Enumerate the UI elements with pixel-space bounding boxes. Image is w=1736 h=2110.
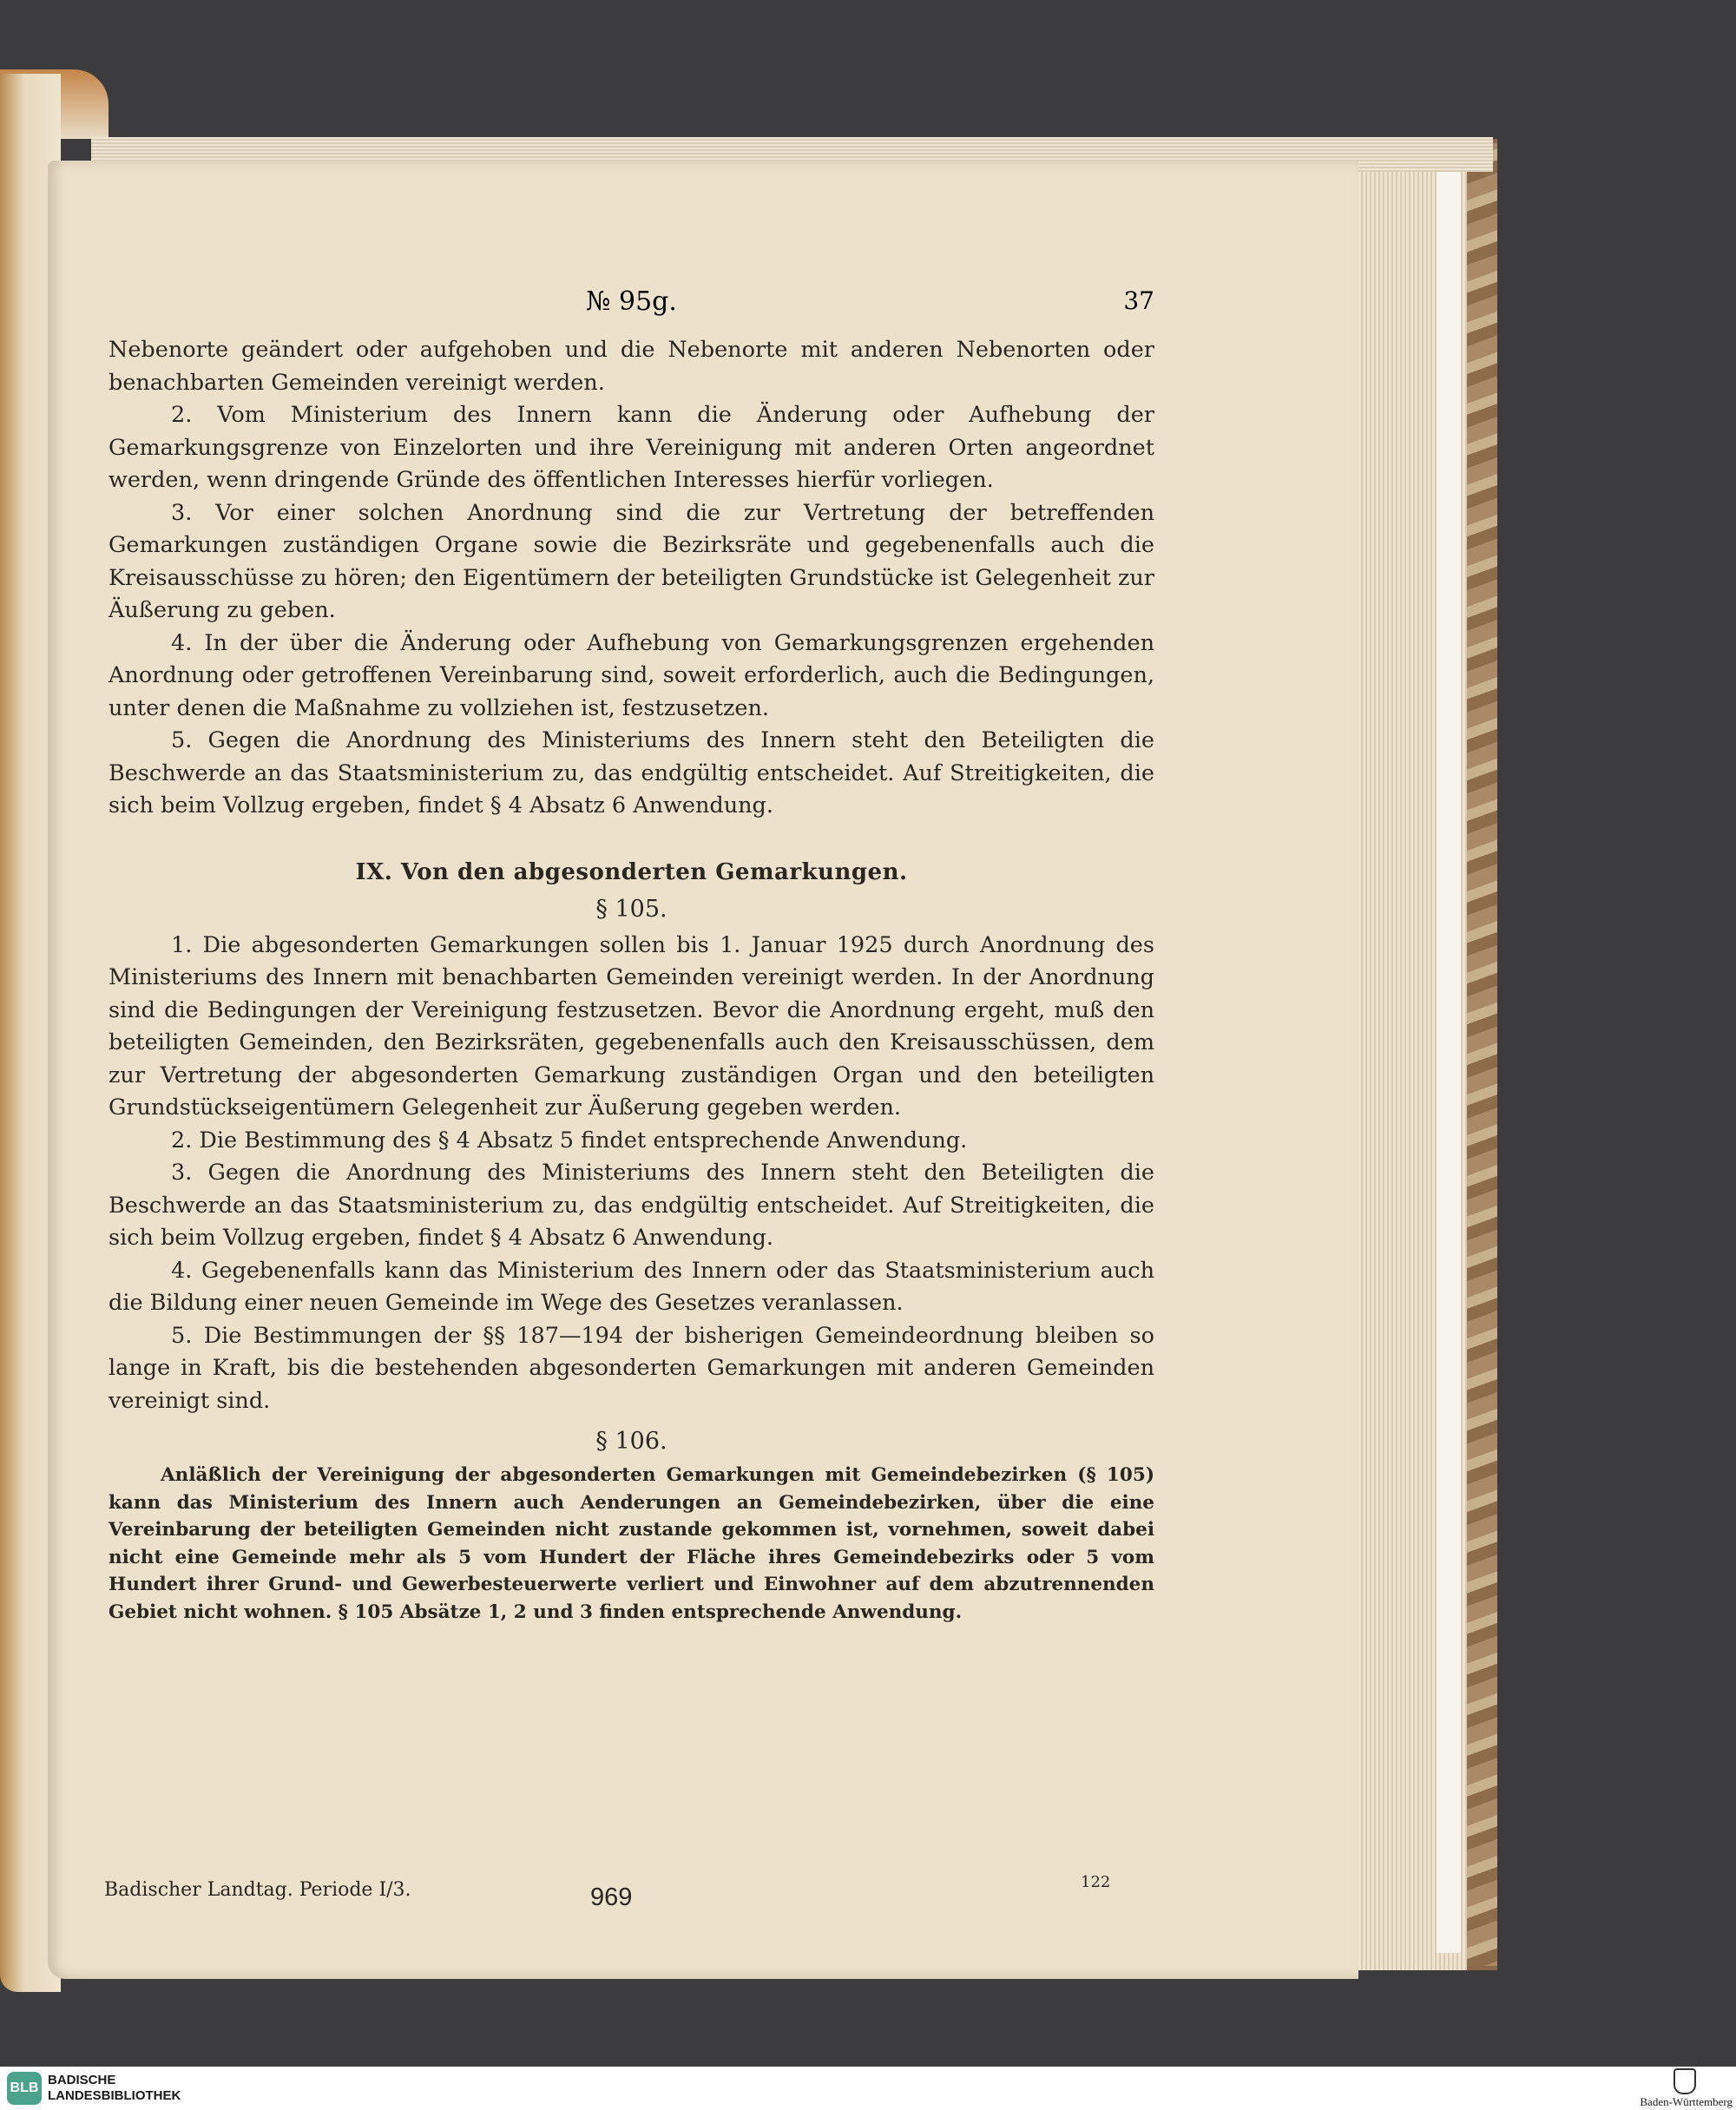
paragraph: 2. Die Bestimmung des § 4 Absatz 5 findet entsprechende Anwendung.	[171, 1127, 968, 1154]
region-label: Baden-Württemberg	[1640, 2095, 1733, 2108]
paragraph: 4. Gegebenenfalls kann das Ministerium des Innern oder das Staatsministerium auch die Bildung einer neuen Gemeinde im Wege des Gesetzes veranlassen.	[108, 1257, 1154, 1316]
paragraph: 3. Gegen die Anordnung des Ministeriums des Innern steht den Beteiligten die Beschwerde an das Staatsministerium zu, das endgültig entscheidet. Auf Streitigkeiten, die sich beim Vollzug ergeben, findet § 4 Absatz 6 Anwendung.	[108, 1160, 1154, 1251]
library-name	[48, 2073, 181, 2104]
library-name-line2: LANDESBIBLIOTHEK	[48, 2088, 181, 2103]
paragraph: 5. Die Bestimmungen der §§ 187—194 der bisherigen Gemeindeordnung bleiben so lange in Kraft, bis die bestehenden abgesonderten Gemarkungen mit anderen Gemeinden vereinigt sind.	[108, 1322, 1154, 1414]
page-header	[108, 286, 1154, 321]
footer-page-stamp: 969	[590, 1883, 633, 1911]
coat-of-arms-icon	[1674, 2068, 1696, 2094]
section-heading: IX. Von den abgesonderten Gemarkungen.	[355, 858, 908, 885]
document-number: № 95g.	[586, 286, 677, 317]
paragraph: 4. In der über die Änderung oder Aufhebung von Gemarkungsgrenzen ergehenden Anordnung oder getroffenen Vereinbarung sind, soweit erforderlich, auch die Bedingungen, unter denen die Maßnahme zu vollziehen ist, festzusetzen.	[108, 629, 1154, 721]
paragraph: 5. Gegen die Anordnung des Ministeriums des Innern steht den Beteiligten die Beschwerde an das Staatsministerium zu, das endgültig entscheidet. Auf Streitigkeiten, die sich beim Vollzug ergeben, findet § 4 Absatz 6 Anwendung.	[108, 727, 1154, 818]
library-name-line1: BADISCHE	[48, 2073, 116, 2087]
paper-strip	[1437, 165, 1461, 1953]
library-footer-bar	[0, 2067, 1736, 2110]
section-105-title: § 105.	[595, 895, 667, 923]
footer-publication: Badischer Landtag. Periode I/3.	[104, 1879, 411, 1901]
marbled-cover-edge	[1467, 143, 1497, 1966]
paragraph: 1. Die abgesonderten Gemarkungen sollen bis 1. Januar 1925 durch Anordnung des Ministeriums des Innern mit benachbarten Gemeinden vereinigt werden. In der Anordnung sind die Bedingungen der Vereinigung festzusetzen. Bevor die Anordnung ergeht, muß den beteiligten Gemeinden, den Bezirksräten, gegebenenfalls auch den Kreisausschüssen, dem zur Vertretung der abgesonderten Gemarkung zuständigen Organ und den beteiligten Grundstückseigentümern Gelegenheit zur Äußerung gegeben werden.	[108, 931, 1154, 1121]
blb-logo-icon: BLB	[7, 2072, 42, 2105]
paragraph: Nebenorte geändert oder aufgehoben und die Nebenorte mit anderen Nebenorten oder benachbarten Gemeinden vereinigt werden.	[108, 337, 1154, 396]
section-106-title: § 106.	[595, 1428, 667, 1455]
paragraph: 2. Vom Ministerium des Innern kann die Änderung oder Aufhebung der Gemarkungsgrenze von Einzelorten und ihre Vereinigung mit anderen Orten angeordnet werden, wenn dringende Gründe des öffentlichen Interesses hierfür vorliegen.	[108, 402, 1154, 493]
page-number: 37	[1123, 286, 1154, 315]
paragraph: 3. Vor einer solchen Anordnung sind die zur Vertretung der betreffenden Gemarkungen zuständigen Organe sowie die Bezirksräte und gegebenenfalls auch die Kreisausschüsse zu hören; den Eigentümern der beteiligten Grundstücke ist Gelegenheit zur Äußerung zu geben.	[108, 499, 1154, 623]
body-text	[108, 334, 1154, 1626]
section-106-text: Anläßlich der Vereinigung der abgesonderten Gemarkungen mit Gemeindebezirken (§ 105) kann das Ministerium des Innern auch Aenderungen an Gemeindebezirken, über die eine Vereinbarung der beteiligten Gemeinden nicht zustande gekommen ist, vornehmen, soweit dabei nicht eine Gemeinde mehr als 5 vom Hundert der Fläche ihres Gemeindebezirks oder 5 vom Hundert ihrer Grund- und Gewerbesteuerwerte verliert und Einwohner auf dem abzutrennenden Gebiet nicht wohnen. § 105 Absätze 1, 2 und 3 finden entsprechende Anwendung.	[108, 1464, 1154, 1623]
footer-sheet-number: 122	[1081, 1873, 1111, 1891]
